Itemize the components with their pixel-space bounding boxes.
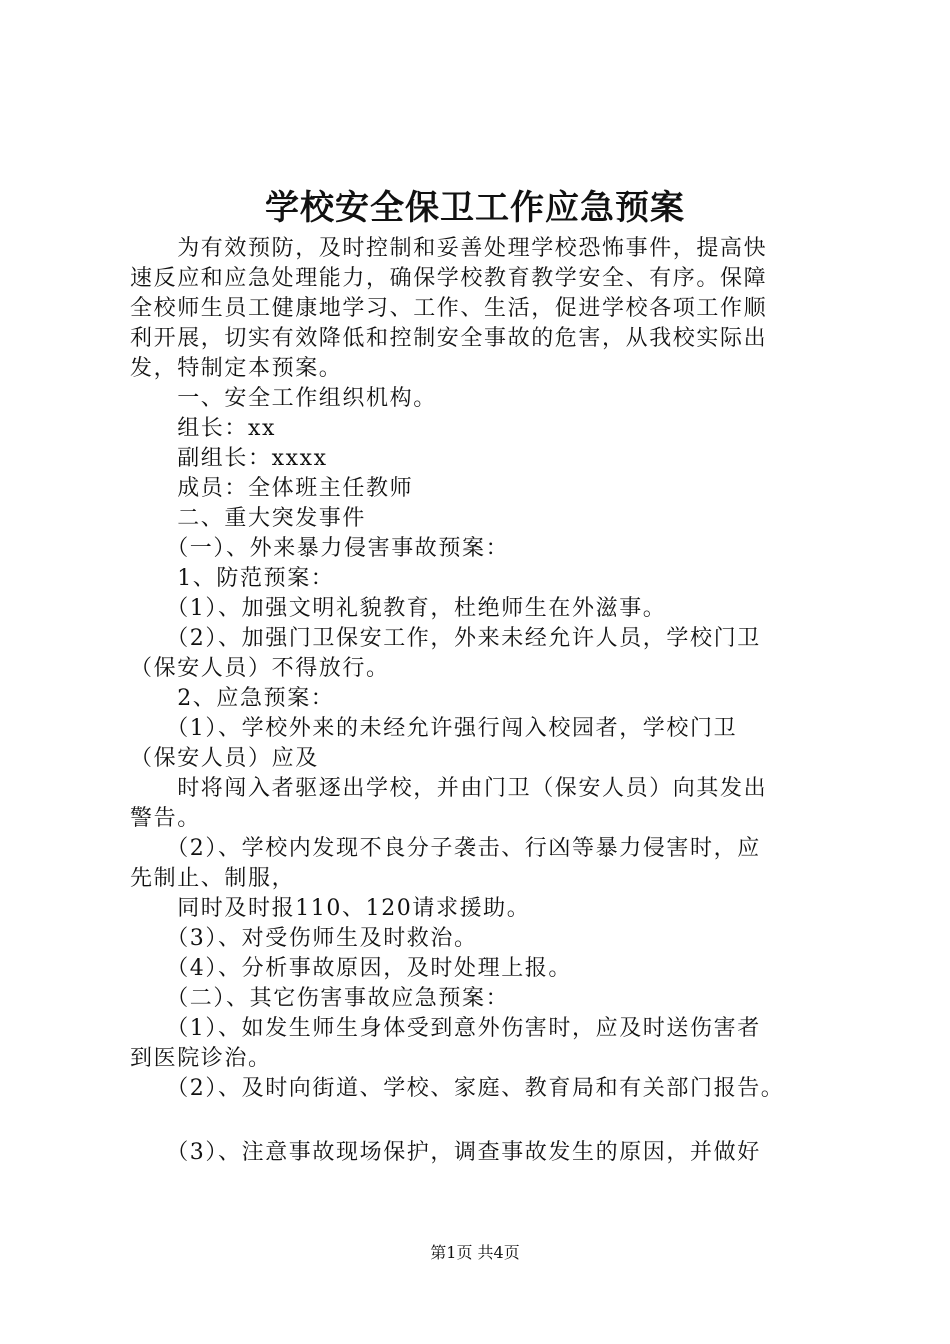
body-line: （保安人员）不得放行。: [130, 656, 390, 681]
section-heading: 一、安全工作组织机构。: [130, 386, 437, 411]
body-line: 速反应和应急处理能力，确保学校教育教学安全、有序。保障: [130, 266, 768, 291]
body-line: 发，特制定本预案。: [130, 356, 343, 381]
body-line: （1）、如发生师生身体受到意外伤害时，应及时送伤害者: [130, 1016, 761, 1041]
paragraph-gap: [130, 1104, 850, 1138]
body-line: 利开展，切实有效降低和控制安全事故的危害，从我校实际出: [130, 326, 768, 351]
subsection-heading: 1、防范预案：: [130, 566, 335, 591]
body-line: 到医院诊治。: [130, 1046, 272, 1071]
body-line: （2）、学校内发现不良分子袭击、行凶等暴力侵害时，应: [130, 836, 761, 861]
document-title: 学校安全保卫工作应急预案: [265, 188, 685, 228]
body-line: 先制止、制服，: [130, 866, 296, 891]
body-line: 成员：全体班主任教师: [130, 476, 414, 501]
body-line: （1）、加强文明礼貌教育，杜绝师生在外滋事。: [130, 596, 667, 621]
page-number: 第1页 共4页: [430, 1243, 520, 1262]
body-line: 组长：xx: [130, 416, 277, 441]
body-line: （保安人员）应及: [130, 746, 319, 771]
body-line: 全校师生员工健康地学习、工作、生活，促进学校各项工作顺: [130, 296, 768, 321]
subsection-heading: （一）、外来暴力侵害事故预案：: [130, 536, 510, 561]
section-heading: 二、重大突发事件: [130, 506, 367, 531]
body-line: 同时及时报110、120请求援助。: [130, 896, 531, 921]
body-line: （2）、及时向街道、学校、家庭、教育局和有关部门报告。: [130, 1076, 785, 1101]
body-line: （3）、对受伤师生及时救治。: [130, 926, 478, 951]
document-body: [130, 234, 850, 1168]
body-line: 为有效预防，及时控制和妥善处理学校恐怖事件，提高快: [130, 236, 768, 261]
body-line: （1）、学校外来的未经允许强行闯入校园者，学校门卫: [130, 716, 738, 741]
body-line: （3）、注意事故现场保护，调查事故发生的原因，并做好: [130, 1140, 761, 1165]
body-line: 警告。: [130, 806, 201, 831]
subsection-heading: 2、应急预案：: [130, 686, 335, 711]
body-line: （4）、分析事故原因，及时处理上报。: [130, 956, 572, 981]
body-line: 副组长：xxxx: [130, 446, 328, 471]
body-line: （2）、加强门卫保安工作，外来未经允许人员，学校门卫: [130, 626, 761, 651]
subsection-heading: （二）、其它伤害事故应急预案：: [130, 986, 510, 1011]
body-line: 时将闯入者驱逐出学校，并由门卫（保安人员）向其发出: [130, 776, 768, 801]
